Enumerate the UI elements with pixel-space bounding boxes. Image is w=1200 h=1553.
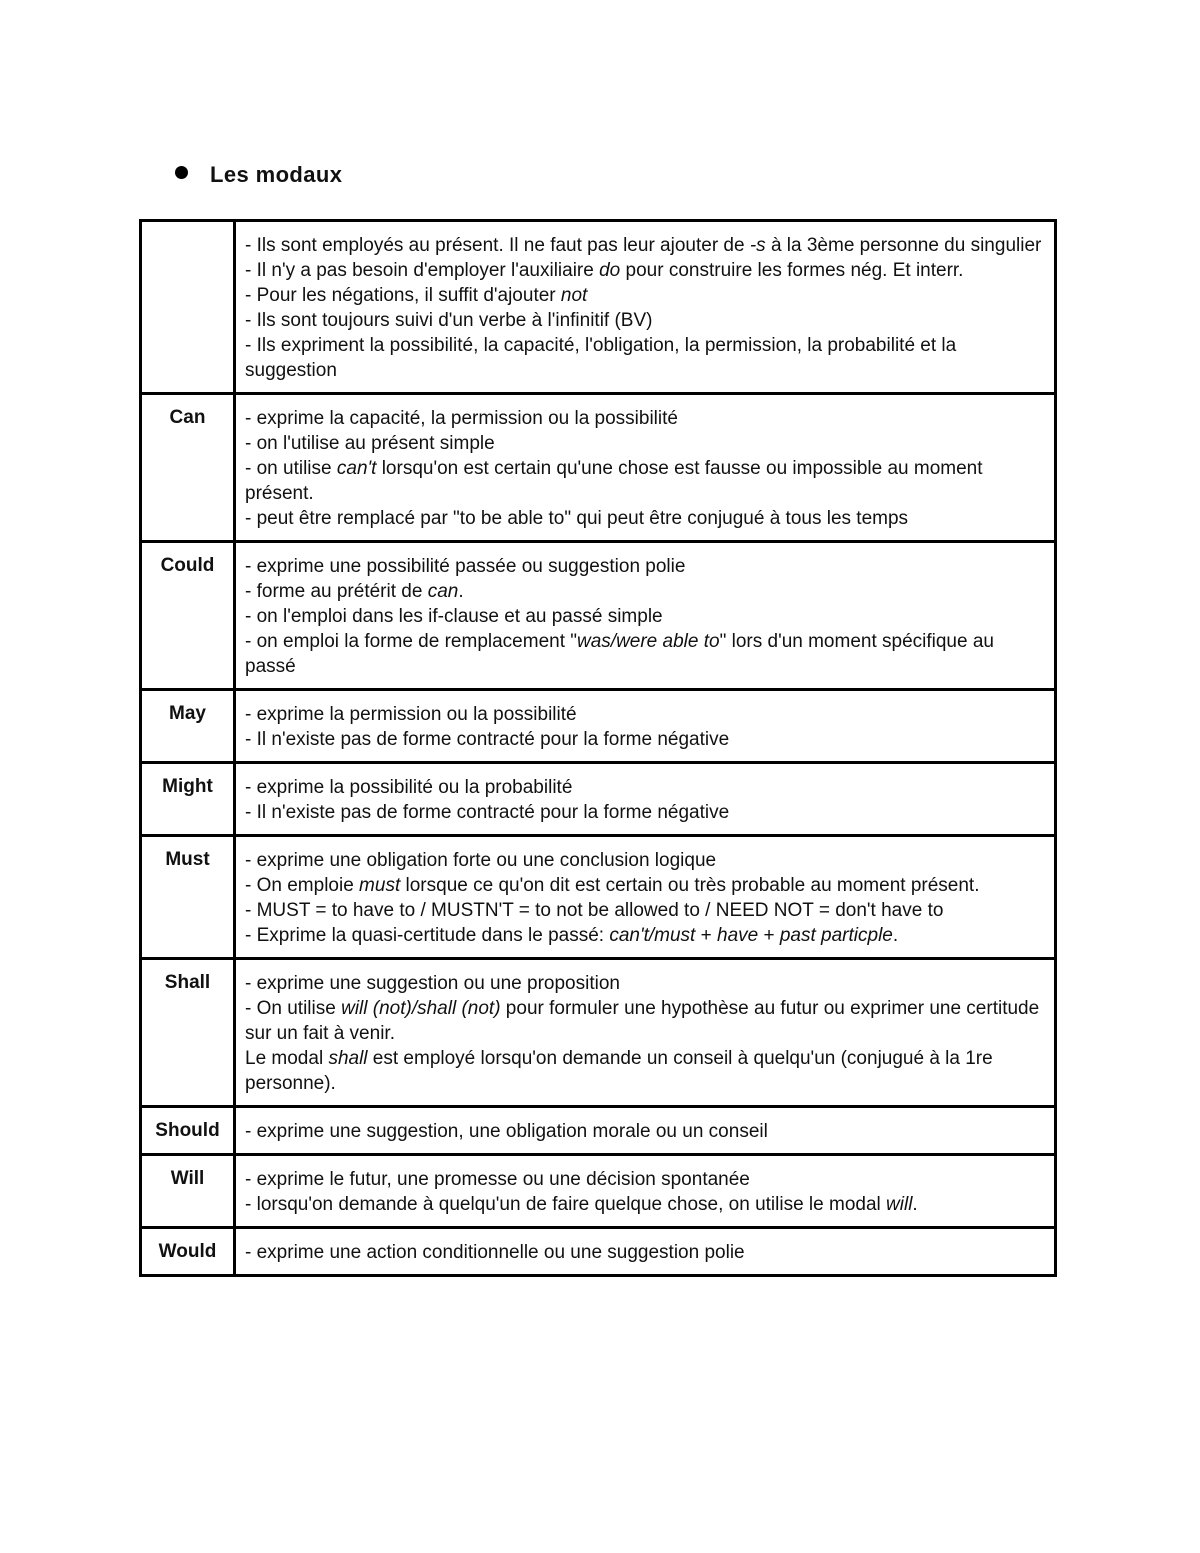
modal-description-cell [235, 542, 1056, 690]
description-line [245, 579, 1046, 604]
text-segment: lorsque ce qu'on dit est certain ou très probable au moment présent. [400, 875, 980, 896]
text-segment: - lorsqu'on demande à quelqu'un de faire quelque chose, on utilise le modal [245, 1194, 887, 1215]
description-line [245, 971, 1046, 996]
description-line [245, 1046, 1046, 1096]
modals-table [139, 219, 1057, 1277]
text-segment: - exprime une suggestion, une obligation morale ou un conseil [245, 1121, 768, 1142]
table-row [141, 394, 1056, 542]
text-segment: . [458, 581, 464, 602]
description-line [245, 923, 1046, 948]
table-row [141, 690, 1056, 763]
description-line [245, 258, 1046, 283]
italic-term: -s [749, 235, 766, 256]
description-line [245, 702, 1046, 727]
description-line [245, 456, 1046, 506]
text-segment: Le modal [245, 1048, 329, 1069]
text-segment: - exprime le futur, une promesse ou une décision spontanée [245, 1169, 750, 1190]
description-line [245, 506, 1046, 531]
description-line [245, 1167, 1046, 1192]
modal-description-cell [235, 1228, 1056, 1276]
table-row [141, 221, 1056, 394]
text-segment: - Exprime la quasi-certitude dans le passé: [245, 925, 610, 946]
modal-name-cell: Would [141, 1228, 235, 1276]
description-line [245, 1192, 1046, 1217]
text-segment: - peut être remplacé par "to be able to" qui peut être conjugué à tous les temps [245, 508, 909, 529]
bullet-icon [175, 166, 188, 179]
text-segment: pour construire les formes nég. Et interr. [620, 260, 964, 281]
text-segment: - exprime une action conditionnelle ou une suggestion polie [245, 1242, 745, 1263]
text-segment: - Ils expriment la possibilité, la capacité, l'obligation, la permission, la probabilité et la suggestion [245, 335, 957, 381]
italic-term: will [886, 1194, 913, 1215]
text-segment: . [912, 1194, 918, 1215]
text-segment: - Ils sont toujours suivi d'un verbe à l'infinitif (BV) [245, 310, 653, 331]
table-row [141, 542, 1056, 690]
text-segment: - exprime la possibilité ou la probabilité [245, 777, 573, 798]
italic-term: can [427, 581, 459, 602]
modal-description-cell [235, 1107, 1056, 1155]
text-segment: pour formuler une hypothèse au futur ou exprimer une certitude sur un fait à venir. [245, 998, 1040, 1044]
text-segment: - on l'emploi dans les if-clause et au passé simple [245, 606, 663, 627]
table-row [141, 959, 1056, 1107]
text-segment: - Il n'existe pas de forme contracté pour la forme négative [245, 802, 730, 823]
italic-term: past particple [779, 925, 893, 946]
italic-term: do [599, 260, 621, 281]
modal-name-cell: Can [141, 394, 235, 542]
text-segment: - Il n'y a pas besoin d'employer l'auxiliaire [245, 260, 600, 281]
description-line [245, 1240, 1046, 1265]
section-heading [175, 162, 342, 188]
text-segment: est employé lorsqu'on demande un conseil à quelqu'un (conjugué à la 1re personne). [245, 1048, 993, 1094]
italic-term: can't/must [609, 925, 696, 946]
text-segment: - on utilise [245, 458, 337, 479]
text-segment: - On utilise [245, 998, 342, 1019]
description-line [245, 800, 1046, 825]
text-segment: - forme au prétérit de [245, 581, 428, 602]
table-row [141, 1107, 1056, 1155]
modal-description-cell [235, 1155, 1056, 1228]
text-segment: - exprime une suggestion ou une proposition [245, 973, 620, 994]
italic-term: shall [328, 1048, 368, 1069]
text-segment: - exprime la permission ou la possibilité [245, 704, 577, 725]
description-line [245, 554, 1046, 579]
text-segment: - on emploi la forme de remplacement " [245, 631, 577, 652]
text-segment: " lors d'un moment spécifique au passé [245, 631, 994, 677]
table-row [141, 1228, 1056, 1276]
text-segment: - Pour les négations, il suffit d'ajouter [245, 285, 561, 306]
description-line [245, 1119, 1046, 1144]
modal-description-cell [235, 690, 1056, 763]
modal-name-cell: Should [141, 1107, 235, 1155]
table-row [141, 1155, 1056, 1228]
text-segment: lorsqu'on est certain qu'une chose est fausse ou impossible au moment présent. [245, 458, 983, 504]
italic-term: must [359, 875, 401, 896]
description-line [245, 727, 1046, 752]
description-line [245, 406, 1046, 431]
modal-name-cell: Shall [141, 959, 235, 1107]
description-line [245, 604, 1046, 629]
text-segment: - on l'utilise au présent simple [245, 433, 495, 454]
text-segment: - On emploie [245, 875, 360, 896]
italic-term: have [717, 925, 759, 946]
description-line [245, 233, 1046, 258]
modal-description-cell [235, 959, 1056, 1107]
description-line [245, 848, 1046, 873]
modal-description-cell [235, 394, 1056, 542]
table-row [141, 763, 1056, 836]
italic-term: can't [336, 458, 377, 479]
description-line [245, 629, 1046, 679]
text-segment: - exprime une possibilité passée ou suggestion polie [245, 556, 686, 577]
modal-name-cell: May [141, 690, 235, 763]
description-line [245, 431, 1046, 456]
text-segment: . [892, 925, 899, 946]
italic-term: not [560, 285, 588, 306]
text-segment: + [695, 925, 717, 946]
description-line [245, 333, 1046, 383]
text-segment: - Ils sont employés au présent. Il ne faut pas leur ajouter de [245, 235, 750, 256]
italic-term: was/were able to [577, 631, 720, 652]
table-row [141, 836, 1056, 959]
text-segment: à la 3ème personne du singulier [765, 235, 1042, 256]
modal-name-cell: Could [141, 542, 235, 690]
text-segment: - exprime une obligation forte ou une conclusion logique [245, 850, 717, 871]
description-line [245, 308, 1046, 333]
modal-name-cell: Will [141, 1155, 235, 1228]
modal-name-cell: Might [141, 763, 235, 836]
modal-description-cell [235, 763, 1056, 836]
description-line [245, 283, 1046, 308]
modal-name-cell: Must [141, 836, 235, 959]
modal-name-cell [141, 221, 235, 394]
description-line [245, 775, 1046, 800]
text-segment: - MUST = to have to / MUSTN'T = to not be allowed to / NEED NOT = don't have to [245, 900, 944, 921]
modal-description-cell [235, 221, 1056, 394]
description-line [245, 873, 1046, 898]
text-segment: + [758, 925, 780, 946]
text-segment: - exprime la capacité, la permission ou la possibilité [245, 408, 678, 429]
modal-description-cell [235, 836, 1056, 959]
italic-term: will (not)/shall (not) [341, 998, 501, 1019]
page-title: Les modaux [210, 162, 343, 187]
text-segment: - Il n'existe pas de forme contracté pour la forme négative [245, 729, 730, 750]
description-line [245, 898, 1046, 923]
description-line [245, 996, 1046, 1046]
